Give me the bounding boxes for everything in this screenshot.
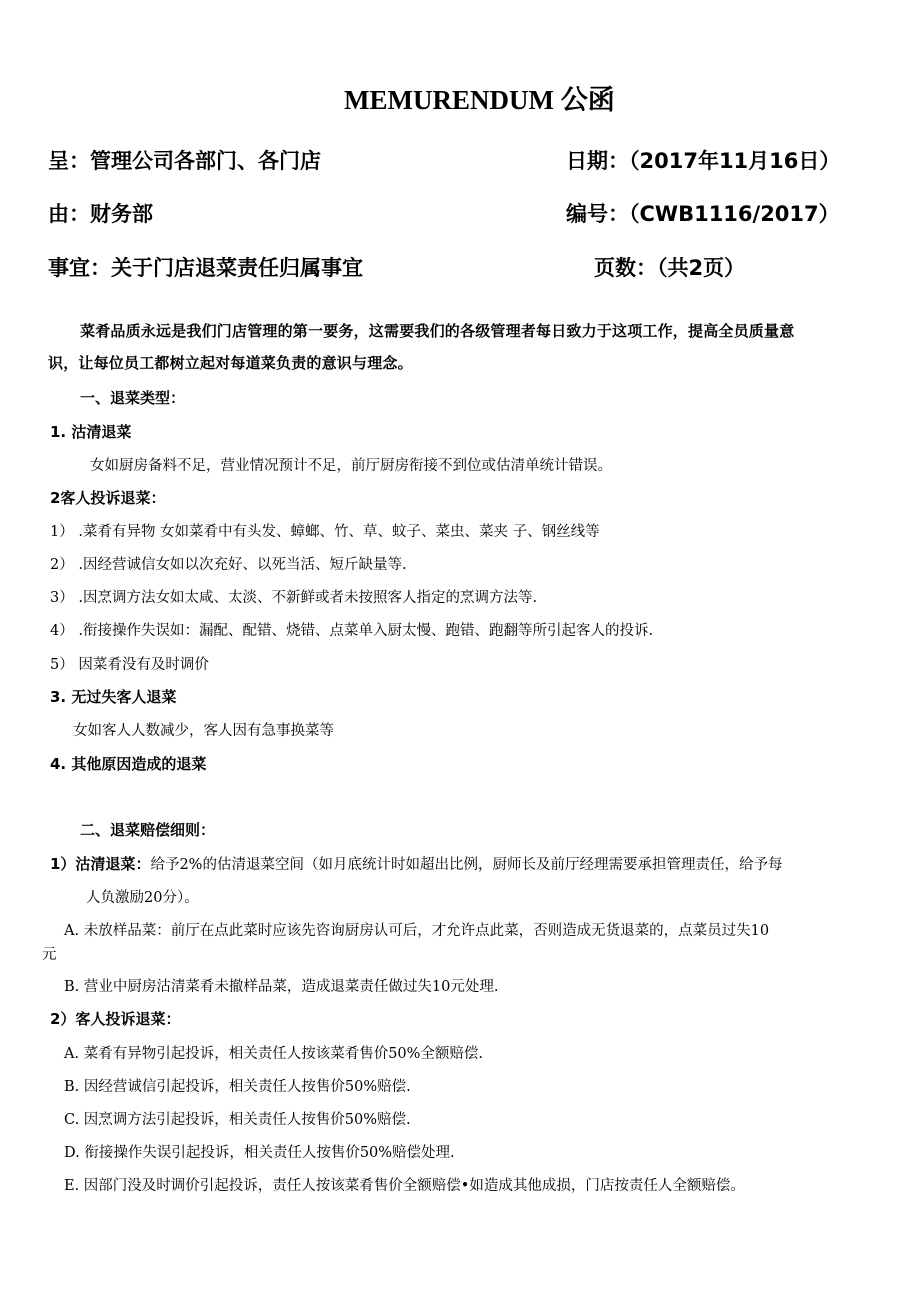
s1-item-2-sub-4: 4） .衔接操作失误如：漏配、配错、烧错、点菜单入厨太慢、跑错、跑翻等所引起客人的投诉. [50, 623, 654, 639]
reference-number: 编号：（CWB1116/2017） [566, 202, 840, 226]
s2-item-1-text: 给予2%的估清退菜空间（如月底统计时如超出比例，厨师长及前厅经理需要承担管理责任，给予每 [150, 857, 783, 873]
s2-item-2-sub-c: C. 因烹调方法引起投诉，相关责任人按售价50%赔偿. [64, 1112, 411, 1128]
s2-item-2-sub-e: E. 因部门没及时调价引起投诉，责任人按该菜肴售价全额赔偿•如造成其他成损，门店按责任人全额赔偿。 [64, 1178, 745, 1194]
s1-item-2-label: 2客人投诉退菜： [50, 489, 166, 507]
s1-item-2-sub-3: 3） .因烹调方法女如太咸、太淡、不新鲜或者未按照客人指定的烹调方法等. [50, 590, 538, 606]
s1-item-2-sub-2: 2） .因经营诚信女如以次充好、以死当活、短斤缺量等. [50, 557, 407, 573]
intro-line-2: 识，让每位员工都树立起对每道菜负责的意识与理念。 [48, 354, 413, 372]
s1-item-4-label: 4. 其他原因造成的退菜 [50, 755, 207, 773]
date-line: 日期：（2017年11月16日） [566, 149, 841, 173]
recipient-line: 呈：管理公司各部门、各门店 [48, 149, 321, 173]
s2-item-1-label: 1）沽清退菜： [50, 855, 151, 873]
s2-item-2-sub-b: B. 因经营诚信引起投诉，相关责任人按售价50%赔偿. [64, 1079, 411, 1095]
s2-item-1-b: B. 营业中厨房沽清菜肴未撤样品菜，造成退菜责任做过失10元处理. [64, 979, 499, 995]
s1-item-3-label: 3. 无过失客人退菜 [50, 688, 177, 706]
section-1-heading: 一、退菜类型： [80, 389, 186, 407]
page-count: 页数：（共2页） [594, 256, 746, 280]
s2-item-1-a-line-2: 元 [42, 947, 57, 963]
subject-line: 事宜：关于门店退菜责任归属事宜 [48, 256, 363, 280]
s1-item-3-desc: 女如客人人数减少，客人因有急事换菜等 [73, 723, 334, 739]
s1-item-2-sub-5: 5） 因菜肴没有及时调价 [50, 657, 209, 673]
s1-item-1-desc: 女如厨房备料不足，营业情况预计不足，前厅厨房衔接不到位或估清单统计错误。 [90, 458, 612, 474]
section-2-heading: 二、退菜赔偿细则： [80, 821, 216, 839]
s2-item-1-a-line-1: A. 未放样品菜：前厅在点此菜时应该先咨询厨房认可后，才允许点此菜，否则造成无货退菜的，点菜员过失10 [64, 923, 770, 939]
s2-item-1-line-1 [50, 853, 782, 874]
sender-line: 由：财务部 [48, 202, 153, 226]
s1-item-2-sub-1: 1） .菜肴有异物 女如菜肴中有头发、蟑螂、竹、草、蚊子、菜虫、菜夹 子、钢丝线等 [50, 524, 600, 540]
s1-item-1-label: 1. 沽清退菜 [50, 423, 132, 441]
s2-item-2-label: 2）客人投诉退菜： [50, 1010, 181, 1028]
intro-line-1: 菜肴品质永远是我们门店管理的第一要务，这需要我们的各级管理者每日致力于这项工作，提高全员质量意 [80, 322, 795, 340]
s2-item-1-line-2: 人负激励20分）。 [86, 890, 199, 906]
s2-item-2-sub-a: A. 菜肴有异物引起投诉，相关责任人按该菜肴售价50%全额赔偿. [64, 1046, 484, 1062]
s2-item-2-sub-d: D. 衔接操作失误引起投诉，相关责任人按售价50%赔偿处理. [64, 1145, 455, 1161]
memo-title: MEMURENDUM 公函 [344, 85, 615, 115]
